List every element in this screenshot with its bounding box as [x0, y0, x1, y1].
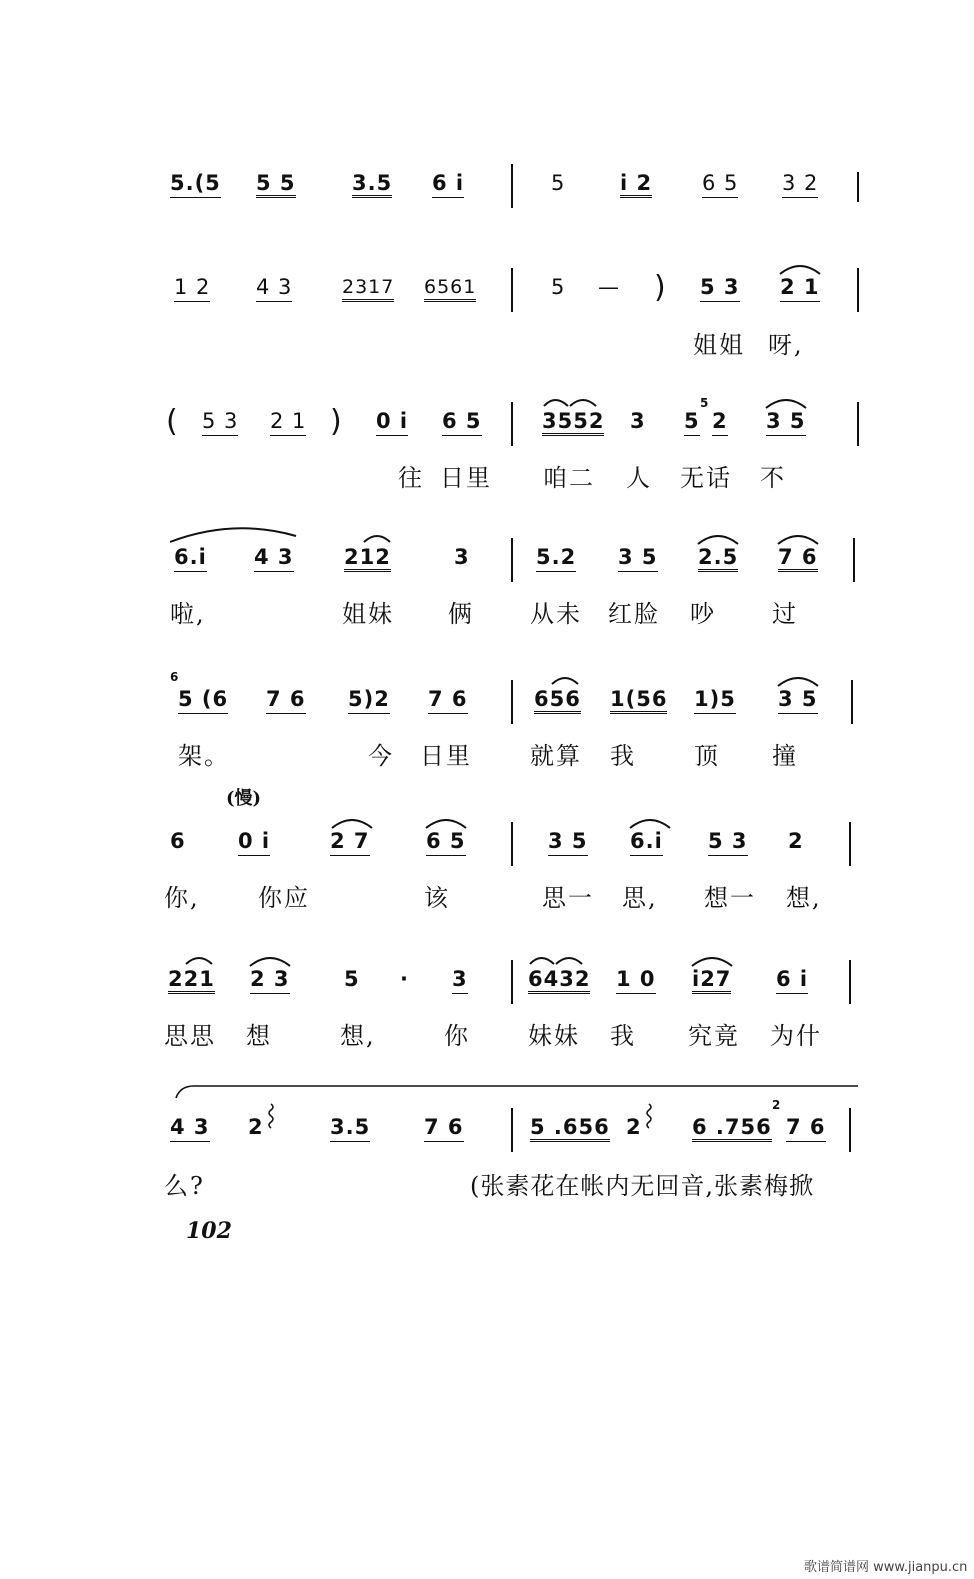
- note-group: 0 i: [376, 410, 408, 436]
- lyric: 想,: [340, 1022, 376, 1050]
- lyric: 想: [246, 1022, 272, 1050]
- staff-row-1: [0, 172, 974, 212]
- note-group: 5: [551, 275, 566, 299]
- lyric: 顶: [694, 742, 720, 770]
- lyric-row-3: [0, 458, 974, 492]
- arpeggio-mark: [266, 1104, 276, 1130]
- note-group: 1 0: [616, 968, 656, 994]
- lyric: 你,: [164, 884, 200, 912]
- note-group: 7 6: [786, 1116, 826, 1142]
- lyric: 就算: [530, 742, 582, 770]
- slur: [764, 396, 808, 410]
- lyric: 今: [368, 742, 394, 770]
- lyric: 姐姐: [693, 331, 745, 359]
- note-group: 3 5: [618, 546, 658, 572]
- barline: [511, 822, 513, 866]
- note-group: 2317: [342, 276, 394, 302]
- note-group: 7 6: [424, 1116, 464, 1142]
- note-group: 5.(5: [170, 172, 221, 198]
- note-group: 7 6: [778, 546, 818, 572]
- lyric: 往: [398, 464, 424, 492]
- lyric: 啦,: [170, 600, 206, 628]
- slur: [528, 954, 584, 966]
- lyric: 日里: [420, 742, 472, 770]
- lyric: 想一: [704, 884, 756, 912]
- note-group: 656: [534, 688, 581, 714]
- slur: [696, 532, 740, 546]
- note-group: ·: [400, 967, 409, 991]
- close-paren: ): [330, 404, 342, 439]
- grace-note: 6: [170, 670, 179, 684]
- note-group: 3.5: [352, 172, 392, 198]
- lyric: 思,: [622, 884, 658, 912]
- note-group: 4 3: [170, 1116, 210, 1142]
- note-group: 3 2: [782, 172, 818, 198]
- note-group: 2.5: [698, 546, 738, 572]
- barline: [849, 822, 851, 866]
- grace-note: 5: [700, 396, 709, 410]
- watermark: 歌谱简谱网 www.jianpu.cn: [804, 1560, 968, 1575]
- note-group: 3 5: [548, 830, 588, 856]
- lyric: 你: [444, 1022, 470, 1050]
- barline: [511, 680, 513, 724]
- lyric-row-7: [0, 1016, 974, 1050]
- slur: [168, 524, 298, 544]
- barline: [511, 1108, 513, 1152]
- lyric: 过: [772, 600, 798, 628]
- lyric: 人: [626, 464, 652, 492]
- slur: [362, 532, 392, 544]
- note-group: 5.2: [536, 546, 576, 572]
- staff-row-7: [0, 968, 974, 1008]
- note-group: 6 .756: [692, 1116, 772, 1142]
- note-group: 5 .656: [530, 1116, 610, 1142]
- lyric: 你应: [258, 884, 310, 912]
- slur: [776, 532, 820, 546]
- note-group: 6 i: [776, 968, 808, 994]
- note-group: 212: [344, 546, 391, 572]
- note-group: 2: [248, 1115, 264, 1139]
- barline: [857, 268, 859, 312]
- staff-row-6: [0, 830, 974, 870]
- lyric: 不: [760, 464, 786, 492]
- slur: [628, 816, 672, 830]
- note-group: 6 5: [702, 172, 738, 198]
- note-group: 3: [452, 968, 468, 994]
- note-group: 3: [454, 545, 470, 569]
- note-group: 5 3: [708, 830, 748, 856]
- lyric: 撞: [772, 742, 798, 770]
- note-group: i27: [692, 968, 731, 994]
- barline: [849, 1108, 851, 1152]
- note-group: 5: [684, 410, 700, 436]
- note-group: 5: [344, 967, 360, 991]
- note-group: 6432: [528, 968, 590, 994]
- slur: [330, 816, 374, 830]
- open-paren: (: [166, 404, 178, 439]
- note-group: 0 i: [238, 830, 270, 856]
- note-group: 3: [630, 409, 646, 433]
- lyric: 姐妹: [342, 600, 394, 628]
- note-group: 5 3: [700, 276, 740, 302]
- note-group: 6 5: [442, 410, 482, 436]
- note-group: 7 6: [266, 688, 306, 714]
- lyric: 我: [610, 1022, 636, 1050]
- note-group: 5 5: [256, 172, 296, 198]
- lyric: 从未: [530, 600, 582, 628]
- lyric-row-8: [0, 1166, 974, 1200]
- close-paren: ): [654, 270, 666, 305]
- barline: [851, 680, 853, 724]
- lyric: 无话: [680, 464, 732, 492]
- lyric-row-2: [0, 325, 974, 359]
- slur: [778, 262, 822, 276]
- barline: [511, 164, 513, 208]
- slur: [184, 954, 214, 966]
- staff-row-5: [0, 670, 974, 728]
- note-group: 4 3: [254, 546, 294, 572]
- note-group: i 2: [620, 172, 652, 198]
- note-group: 2 3: [250, 968, 290, 994]
- lyric: 究竟: [688, 1022, 740, 1050]
- stage-direction: (张素花在帐内无回音,张素梅掀: [470, 1172, 814, 1200]
- note-group: 2: [788, 829, 804, 853]
- note-group: 6 i: [432, 172, 464, 198]
- slur: [542, 396, 598, 408]
- lyric-row-6: [0, 878, 974, 912]
- note-group: 2: [626, 1115, 642, 1139]
- note-group: —: [598, 275, 620, 299]
- note-group: 5: [551, 171, 566, 195]
- note-group: 7 6: [428, 688, 468, 714]
- lyric: 日里: [440, 464, 492, 492]
- slur: [690, 954, 734, 968]
- staff-row-8: [0, 1098, 974, 1156]
- lyric: 俩: [448, 600, 474, 628]
- note-group: 5 3: [202, 410, 238, 436]
- note-group: 3 5: [766, 410, 806, 436]
- lyric: 为什: [770, 1022, 822, 1050]
- barline: [853, 538, 855, 582]
- note-group: 6561: [424, 276, 476, 302]
- lyric: 咱二: [543, 464, 595, 492]
- note-group: 3 5: [778, 688, 818, 714]
- staff-row-3: [0, 396, 974, 450]
- note-group: 221: [168, 968, 215, 994]
- note-group: 1(56: [610, 688, 667, 714]
- lyric: 红脸: [608, 600, 660, 628]
- staff-row-2: [0, 270, 974, 316]
- barline: [857, 402, 859, 446]
- lyric: 架。: [178, 742, 230, 770]
- page-number: 102: [186, 1218, 232, 1244]
- note-group: 6 5: [426, 830, 466, 856]
- note-group: 3.5: [330, 1116, 370, 1142]
- note-group: 3552: [542, 410, 604, 436]
- barline: [857, 172, 859, 202]
- slur: [550, 674, 580, 686]
- grace-note: 2: [772, 1098, 781, 1112]
- lyric: 妹妹: [528, 1022, 580, 1050]
- note-group: 5 (6: [178, 688, 228, 714]
- note-group: 1 2: [174, 276, 210, 302]
- lyric: 思思: [164, 1022, 216, 1050]
- barline: [511, 538, 513, 582]
- arpeggio-mark: [644, 1104, 654, 1130]
- barline: [849, 960, 851, 1004]
- slur: [424, 816, 468, 830]
- lyric: 呀,: [768, 331, 804, 359]
- lyric: 该: [424, 884, 450, 912]
- lyric: 吵: [690, 600, 716, 628]
- note-group: 2 1: [780, 276, 820, 302]
- note-group: 2: [712, 410, 728, 436]
- note-group: 2 7: [330, 830, 370, 856]
- slur: [776, 674, 820, 688]
- note-group: 4 3: [256, 276, 292, 302]
- barline: [511, 402, 513, 446]
- barline: [511, 268, 513, 312]
- lyric-row-4: [0, 594, 974, 628]
- tempo-marking: (慢): [226, 788, 262, 809]
- slur: [248, 954, 292, 968]
- note-group: 1)5: [694, 688, 736, 714]
- note-group: 6: [170, 829, 186, 853]
- note-group: 5)2: [348, 688, 390, 714]
- note-group: 2 1: [270, 410, 306, 436]
- note-group: 6.i: [630, 830, 663, 856]
- note-group: 6.i: [174, 546, 207, 572]
- lyric: 我: [610, 742, 636, 770]
- lyric: 思一: [542, 884, 594, 912]
- staff-row-4: [0, 546, 974, 586]
- barline: [511, 960, 513, 1004]
- lyric: 么?: [164, 1172, 205, 1200]
- lyric-row-5: [0, 736, 974, 770]
- lyric: 想,: [786, 884, 822, 912]
